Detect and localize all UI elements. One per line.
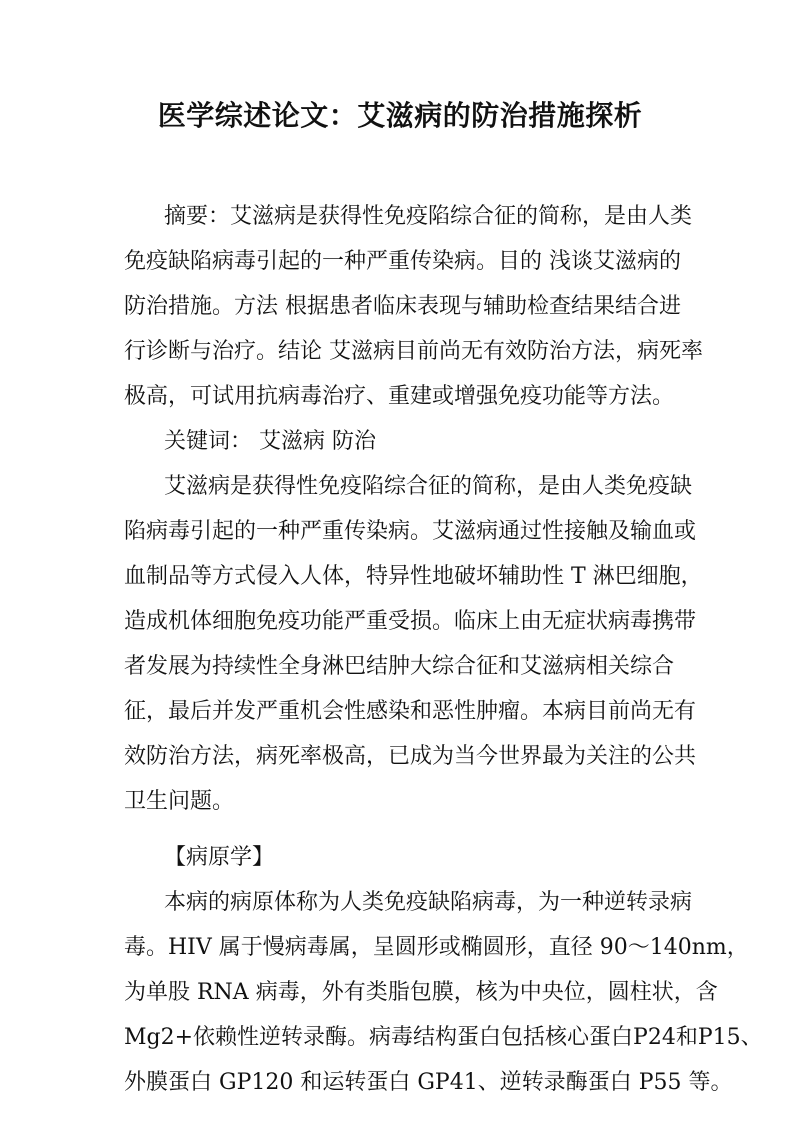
pathogen-line: 本病的病原体称为人类免疫缺陷病毒，为一种逆转录病 bbox=[164, 890, 693, 915]
abstract-line: 行诊断与治疗。结论 艾滋病目前尚无有效防治方法，病死率 bbox=[124, 339, 703, 364]
pathogen-line: 为单股 RNA 病毒，外有类脂包膜，核为中央位，圆柱状，含 bbox=[124, 980, 718, 1005]
intro-line: 血制品等方式侵入人体，特异性地破坏辅助性 T 淋巴细胞， bbox=[124, 564, 703, 589]
pathogen-line: 外膜蛋白 GP120 和运转蛋白 GP41、逆转录酶蛋白 P55 等。 bbox=[124, 1070, 733, 1095]
intro-line: 艾滋病是获得性免疫陷综合征的简称，是由人类免疫缺 bbox=[164, 474, 693, 499]
abstract-line: 极高，可试用抗病毒治疗、重建或增强免疫功能等方法。 bbox=[124, 384, 675, 409]
document-body bbox=[124, 194, 763, 1105]
abstract-line: 防治措施。方法 根据患者临床表现与辅助检查结果结合进 bbox=[124, 294, 681, 319]
abstract-line: 免疫缺陷病毒引起的一种严重传染病。目的 浅谈艾滋病的 bbox=[124, 249, 681, 274]
intro-line: 者发展为持续性全身淋巴结肿大综合征和艾滋病相关综合 bbox=[124, 654, 675, 679]
abstract-line: 摘要：艾滋病是获得性免疫陷综合征的简称，是由人类 bbox=[164, 204, 693, 229]
document-title: 医学综述论文：艾滋病的防治措施探析 bbox=[157, 99, 643, 132]
intro-line: 造成机体细胞免疫功能严重受损。临床上由无症状病毒携带 bbox=[124, 609, 697, 634]
pathogen-line: Mg2+依赖性逆转录酶。病毒结构蛋白包括核心蛋白P24和P15、 bbox=[124, 1025, 763, 1050]
spacer bbox=[124, 824, 684, 835]
intro-line: 征，最后并发严重机会性感染和恶性肿瘤。本病目前尚无有 bbox=[124, 699, 697, 724]
section-heading: 【病原学】 bbox=[164, 845, 275, 870]
intro-line: 效防治方法，病死率极高，已成为当今世界最为关注的公共 bbox=[124, 744, 697, 769]
keywords-line: 关键词： 艾滋病 防治 bbox=[164, 429, 376, 454]
intro-line: 陷病毒引起的一种严重传染病。艾滋病通过性接触及输血或 bbox=[124, 519, 697, 544]
intro-line: 卫生问题。 bbox=[124, 789, 235, 814]
pathogen-line: 毒。HIV 属于慢病毒属，呈圆形或椭圆形，直径 90～140nm， bbox=[124, 935, 749, 960]
